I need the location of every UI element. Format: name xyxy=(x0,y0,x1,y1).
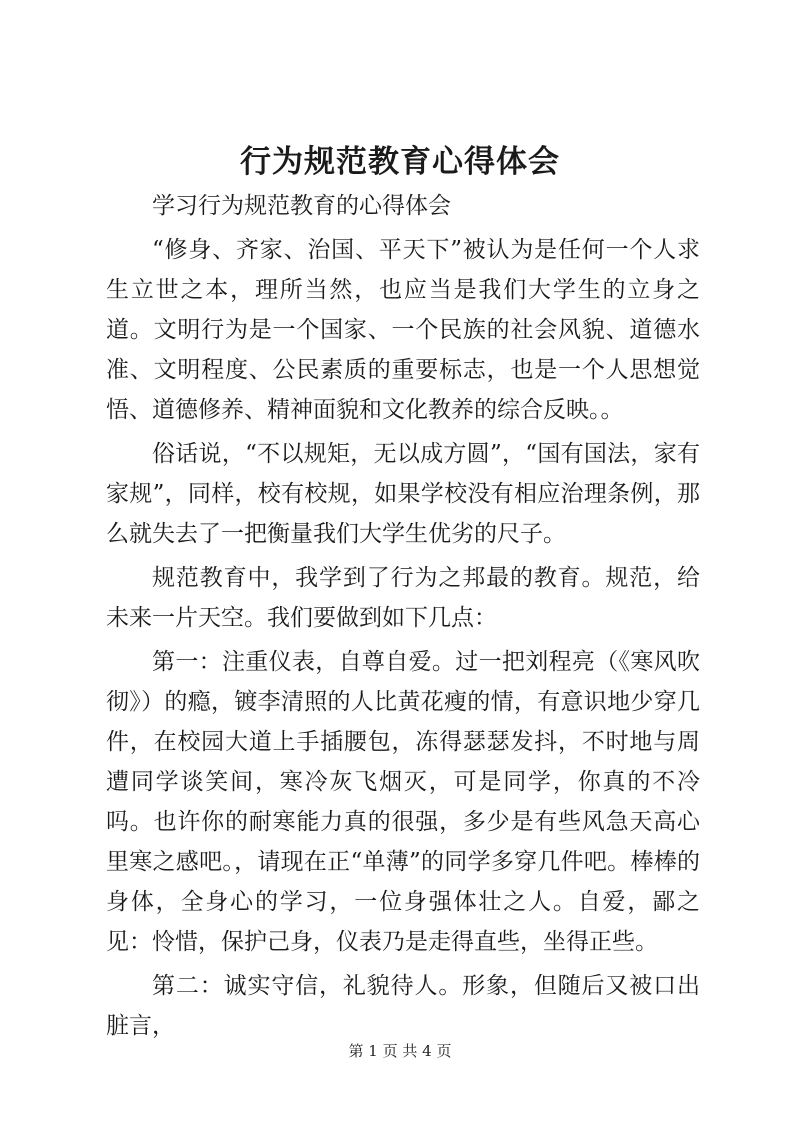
paragraph-4: 第一：注重仪表，自尊自爱。过一把刘程亮（《寒风吹彻》）的瘾，镀李清照的人比黄花瘦的情，有意识地少穿几件，在校园大道上手插腰包，冻得瑟瑟发抖，不时地与周遭同学谈笑间，寒冷灰飞烟灭，可是同学，你真的不冷吗。也许你的耐寒能力真的很强，多少是有些风急天高心里寒之感吧。，请现在正“单薄”的同学多穿几件吧。棒棒的身体，全身心的学习，一位身强体壮之人。自爱，鄙之见：怜惜，保护己身，仪表乃是走得直些，坐得正些。 xyxy=(106,649,700,955)
document-title: 行为规范教育心得体会 xyxy=(240,144,560,180)
paragraph-1: “修身、齐家、治国、平天下”被认为是任何一个人求生立世之本，理所当然，也应当是我们大学生的立身之道。文明行为是一个国家、一个民族的社会风貌、道德水准、文明程度、公民素质的重要标志，也是一个人思想觉悟、道德修养、精神面貌和文化教养的综合反映。。 xyxy=(106,237,700,423)
paragraph-5: 第二：诚实守信，礼貌待人。形象，但随后又被口出脏言， xyxy=(106,973,700,1039)
paragraph-3: 规范教育中，我学到了行为之邦最的教育。规范，给未来一片天空。我们要做到如下几点： xyxy=(106,565,700,631)
document-body xyxy=(106,186,700,1046)
paragraph-subtitle: 学习行为规范教育的心得体会 xyxy=(152,193,451,219)
page-footer: 第 1 页 共 4 页 xyxy=(348,1042,452,1060)
paragraph-2: 俗话说，“不以规矩，无以成方圆”，“国有国法，家有家规”，同样，校有校规，如果学校没有相应治理条例，那么就失去了一把衡量我们大学生优劣的尺子。 xyxy=(106,441,700,547)
